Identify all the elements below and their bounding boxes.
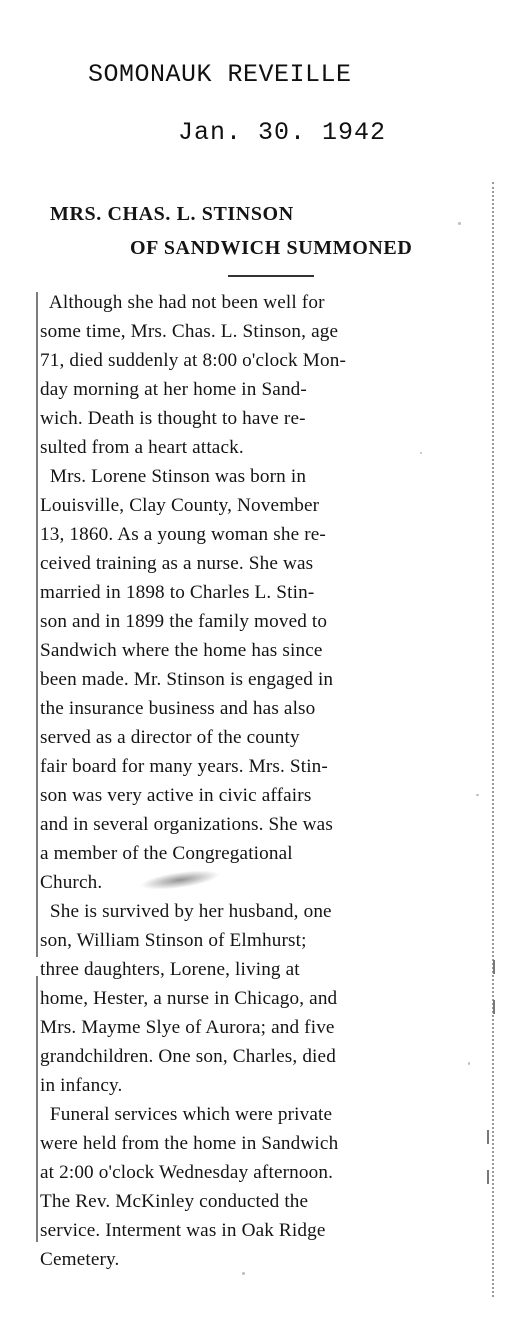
article-line: Mrs. Mayme Slye of Aurora; and five [40,1017,335,1038]
article-line: been made. Mr. Stinson is engaged in [40,669,334,690]
article-line: Sandwich where the home has since [40,640,323,661]
paper-speckle [242,1272,245,1275]
publication-date: Jan. 30. 1942 [178,118,387,147]
article-line: three daughters, Lorene, living at [40,959,300,980]
article-line: son and in 1899 the family moved to [40,611,328,632]
paper-speckle [468,1062,470,1065]
article-line: son, William Stinson of Elmhurst; [40,930,307,951]
article-line: ceived training as a nurse. She was [40,553,314,574]
article-line: 71, died suddenly at 8:00 o'clock Mon- [40,350,346,371]
article-line: son was very active in civic affairs [40,785,312,806]
article-line: fair board for many years. Mrs. Stin- [40,756,328,777]
article-line: 13, 1860. As a young woman she re- [40,524,326,545]
paper-speckle [476,794,479,796]
article-line: in infancy. [40,1075,123,1096]
article-line: Funeral services which were private [40,1104,333,1125]
article-line: served as a director of the county [40,727,300,748]
column-edge [36,292,38,1242]
article-line: Although she had not been well for [40,292,325,313]
article-line: a member of the Congregational [40,843,293,864]
article-line: and in several organizations. She was [40,814,333,835]
paper-speckle [458,222,461,225]
headline-rule [228,275,314,277]
article-line: wich. Death is thought to have re- [40,408,306,429]
newspaper-name: SOMONAUK REVEILLE [88,60,352,89]
article-line: service. Interment was in Oak Ridge [40,1220,326,1241]
headline-line-1: MRS. CHAS. L. STINSON [50,203,294,225]
article-line: some time, Mrs. Chas. L. Stinson, age [40,321,339,342]
article-line: Cemetery. [40,1249,120,1270]
article-line: sulted from a heart attack. [40,437,244,458]
article-line: were held from the home in Sandwich [40,1133,339,1154]
margin-mark [487,1170,489,1184]
paper-speckle [420,452,422,454]
headline-line-2: OF SANDWICH SUMMONED [130,237,413,259]
article-line: Mrs. Lorene Stinson was born in [40,466,307,487]
article-line: married in 1898 to Charles L. Stin- [40,582,315,603]
margin-mark [493,1000,495,1014]
article-body [40,288,490,1274]
article-line: Church. [40,872,103,893]
article-line: home, Hester, a nurse in Chicago, and [40,988,338,1009]
article-line: She is survived by her husband, one [40,901,332,922]
newspaper-clipping [28,182,494,1297]
margin-mark [493,960,495,974]
article-line: at 2:00 o'clock Wednesday afternoon. [40,1162,334,1183]
margin-mark [487,1130,489,1144]
article-line: Louisville, Clay County, November [40,495,320,516]
article-line: The Rev. McKinley conducted the [40,1191,309,1212]
article-line: grandchildren. One son, Charles, died [40,1046,336,1067]
article-line: day morning at her home in Sand- [40,379,307,400]
article-line: the insurance business and has also [40,698,316,719]
